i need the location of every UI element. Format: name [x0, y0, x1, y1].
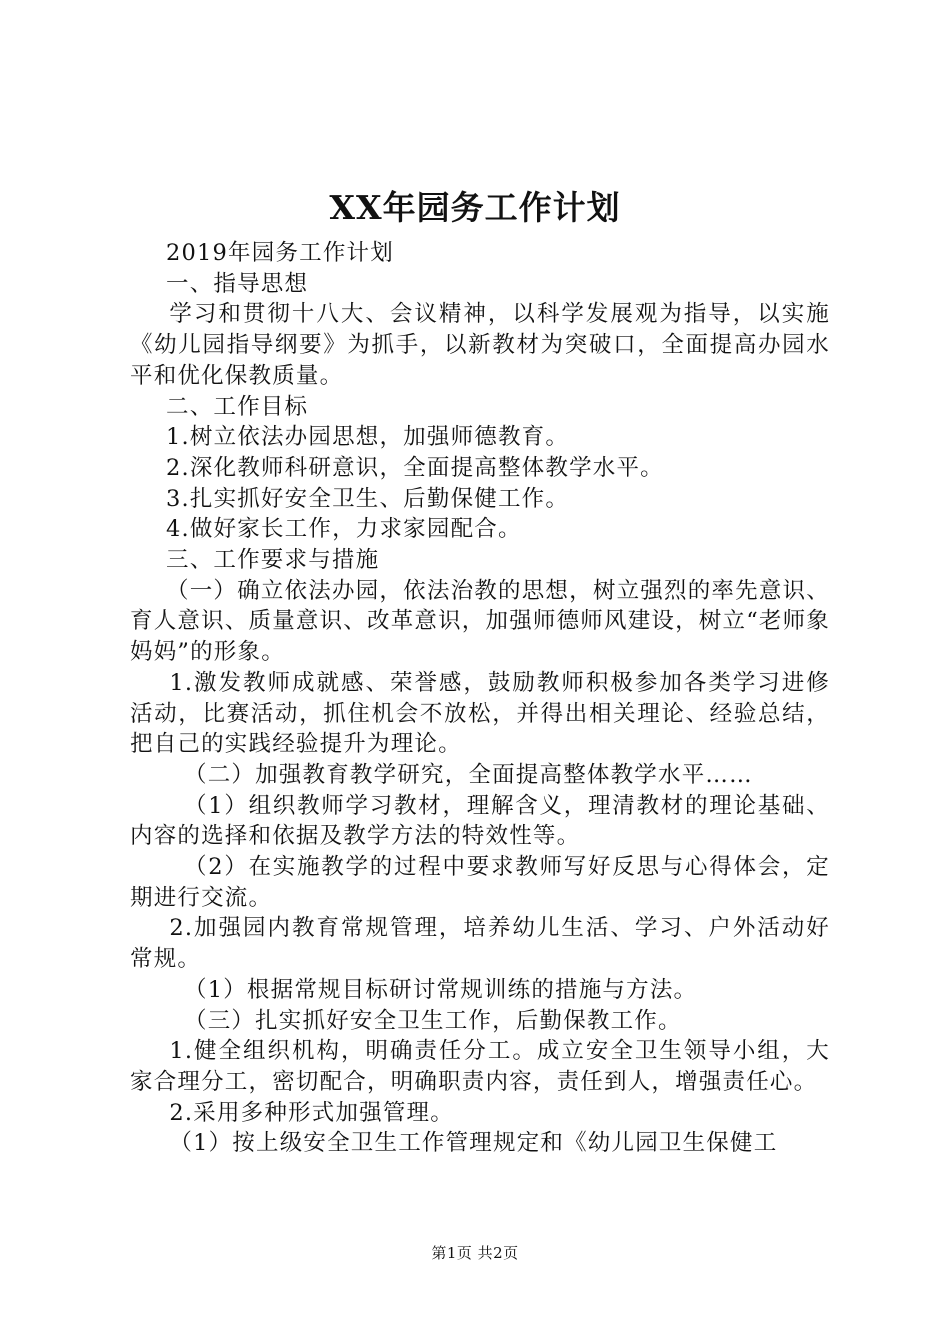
body-paragraph: （2）在实施教学的过程中要求教师写好反思与心得体会，定期进行交流。: [130, 854, 830, 911]
list-item: 4.做好家长工作，力求家园配合。: [166, 516, 522, 543]
body-paragraph: （一）确立依法办园，依法治教的思想，树立强烈的率先意识、育人意识、质量意识、改革意识，加强师德师风建设，树立“老师象妈妈”的形象。: [130, 577, 831, 666]
list-item: 2.深化教师科研意识，全面提高整体教学水平。: [166, 454, 664, 481]
body-paragraph: （1）按上级安全卫生工作管理规定和《幼儿园卫生保健工: [169, 1130, 778, 1157]
body-paragraph: 1.健全组织机构，明确责任分工。成立安全卫生领导小组，大家合理分工，密切配合，明确职责内容，责任到人，增强责任心。: [130, 1038, 830, 1095]
section-heading: 一、指导思想: [166, 270, 309, 297]
list-item: 3.扎实抓好安全卫生、后勤保健工作。: [166, 485, 570, 512]
list-item: 1.树立依法办园思想，加强师德教育。: [166, 424, 570, 451]
section-heading: 二、工作目标: [166, 393, 309, 420]
body-paragraph: 2.采用多种形式加强管理。: [169, 1099, 454, 1126]
subsection-heading: （三）扎实抓好安全卫生工作，后勤保教工作。: [184, 1007, 682, 1034]
subtitle-paragraph: 2019年园务工作计划: [166, 240, 394, 266]
subsection-heading: （二）加强教育教学研究，全面提高整体教学水平……: [184, 761, 753, 788]
body-paragraph: 2.加强园内教育常规管理，培养幼儿生活、学习、户外活动好常规。: [130, 915, 830, 973]
body-paragraph: （1）根据常规目标研讨常规训练的措施与方法。: [184, 976, 698, 1003]
page-footer: 第1页 共2页: [431, 1244, 519, 1262]
body-paragraph: 学习和贯彻十八大、会议精神，以科学发展观为指导，以实施《幼儿园指导纲要》为抓手，以新教材为突破口，全面提高办园水平和优化保教质量。: [130, 301, 830, 389]
body-paragraph: 1.激发教师成就感、荣誉感，鼓励教师积极参加各类学习进修活动，比赛活动，抓住机会不放松，并得出相关理论、经验总结，把自己的实践经验提升为理论。: [130, 669, 830, 758]
document-title: XX年园务工作计划: [329, 188, 621, 227]
section-heading: 三、工作要求与措施: [166, 547, 380, 574]
body-paragraph: （1）组织教师学习教材，理解含义，理清教材的理论基础、内容的选择和依据及教学方法的特效性等。: [130, 792, 830, 850]
document-body: [130, 238, 830, 1159]
